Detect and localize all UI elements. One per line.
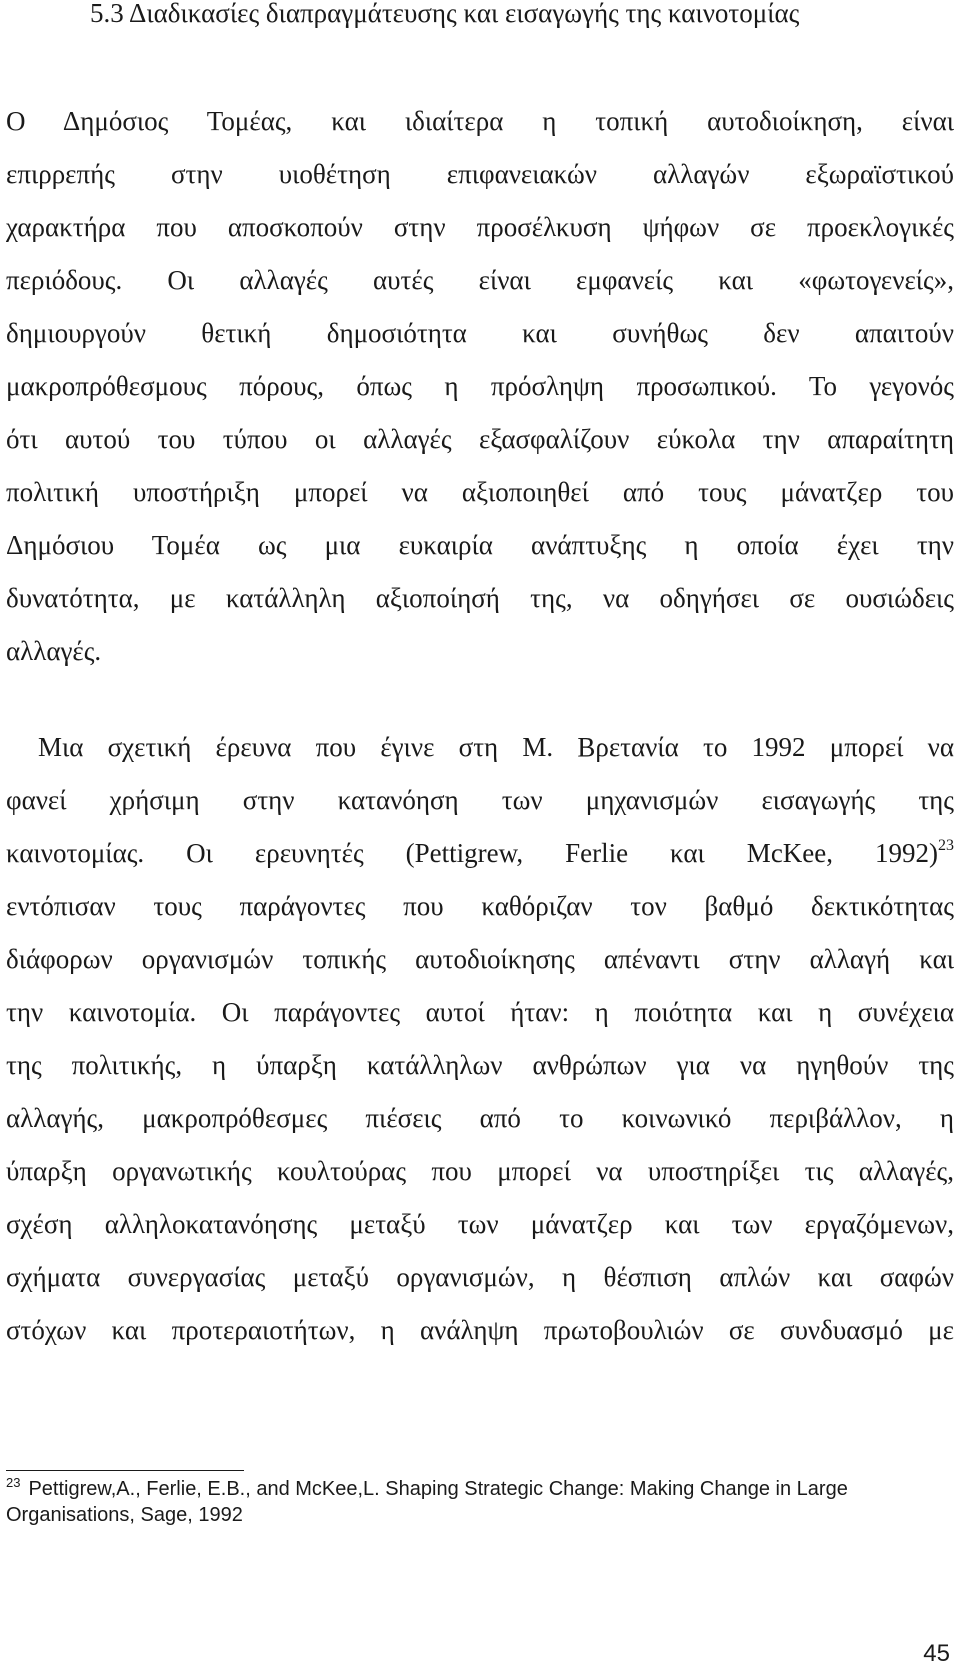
footnote-text: Pettigrew,A., Ferlie, E.B., and McKee,L. Shaping Strategic Change: Making Change in Large Organisations, Sage, 1992 [6, 1478, 848, 1526]
footnote-separator [6, 1470, 244, 1471]
paragraph-line: την καινοτομία. Οι παράγοντες αυτοί ήταν: η ποιότητα και η συνέχεια [6, 997, 954, 1027]
paragraph-line: αλλαγής, μακροπρόθεσμες πιέσεις από το κοινωνικό περιβάλλον, η [6, 1103, 954, 1133]
paragraph-line: Ο Δημόσιος Τομέας, και ιδιαίτερα η τοπική αυτοδιοίκηση, είναι [6, 106, 954, 136]
paragraph-line-with-footnote [6, 836, 954, 870]
footnote [6, 1476, 954, 1528]
paragraph-line-text: καινοτομίας. Οι ερευνητές (Pettigrew, Ferlie και McKee, 1992) [6, 838, 938, 868]
paragraph-line: στόχων και προτεραιοτήτων, η ανάληψη πρωτοβουλιών σε συνδυασμό με [6, 1315, 954, 1345]
paragraph-line: αλλαγές. [6, 636, 102, 666]
page-number: 45 [923, 1640, 950, 1667]
paragraph-line: περιόδους. Οι αλλαγές αυτές είναι εμφανείς και «φωτογενείς», [6, 265, 954, 295]
paragraph-line: δημιουργούν θετική δημοσιότητα και συνήθως δεν απαιτούν [6, 318, 954, 348]
paragraph-line: σχέση αλληλοκατανόησης μεταξύ των μάνατζερ και των εργαζόμενων, [6, 1209, 954, 1239]
paragraph-line: χαρακτήρα που αποσκοπούν στην προσέλκυση ψήφων σε προεκλογικές [6, 212, 954, 242]
paragraph-line: ότι αυτού του τύπου οι αλλαγές εξασφαλίζουν εύκολα την απαραίτητη [6, 424, 954, 454]
paragraph-line: διάφορων οργανισμών τοπικής αυτοδιοίκησης απέναντι στην αλλαγή και [6, 944, 954, 974]
paragraph-line: φανεί χρήσιμη στην κατανόηση των μηχανισμών εισαγωγής της [6, 785, 954, 815]
paragraph-line: Δημόσιου Τομέα ως μια ευκαιρία ανάπτυξης η οποία έχει την [6, 530, 954, 560]
paragraph-line: της πολιτικής, η ύπαρξη κατάλληλων ανθρώπων για να ηγηθούν της [6, 1050, 954, 1080]
section-title: 5.3 Διαδικασίες διαπραγμάτευσης και εισαγωγής της καινοτομίας [90, 0, 800, 28]
paragraph-line: πολιτική υποστήριξη μπορεί να αξιοποιηθεί από τους μάνατζερ του [6, 477, 954, 507]
paragraph-line: ύπαρξη οργανωτικής κουλτούρας που μπορεί να υποστηρίξει τις αλλαγές, [6, 1156, 954, 1186]
footnote-reference[interactable]: 23 [938, 837, 954, 854]
footnote-number: 23 [6, 1475, 21, 1490]
paragraph-line: σχήματα συνεργασίας μεταξύ οργανισμών, η θέσπιση απλών και σαφών [6, 1262, 954, 1292]
paragraph-line: μακροπρόθεσμους πόρους, όπως η πρόσληψη προσωπικού. Το γεγονός [6, 371, 954, 401]
paragraph-line: εντόπισαν τους παράγοντες που καθόριζαν τον βαθμό δεκτικότητας [6, 891, 954, 921]
paragraph-line: δυνατότητα, με κατάλληλη αξιοποίησή της, να οδηγήσει σε ουσιώδεις [6, 583, 954, 613]
paragraph-line: επιρρεπής στην υιοθέτηση επιφανειακών αλλαγών εξωραϊστικού [6, 159, 954, 189]
paragraph-line: Μια σχετική έρευνα που έγινε στη Μ. Βρετανία το 1992 μπορεί να [38, 732, 954, 762]
